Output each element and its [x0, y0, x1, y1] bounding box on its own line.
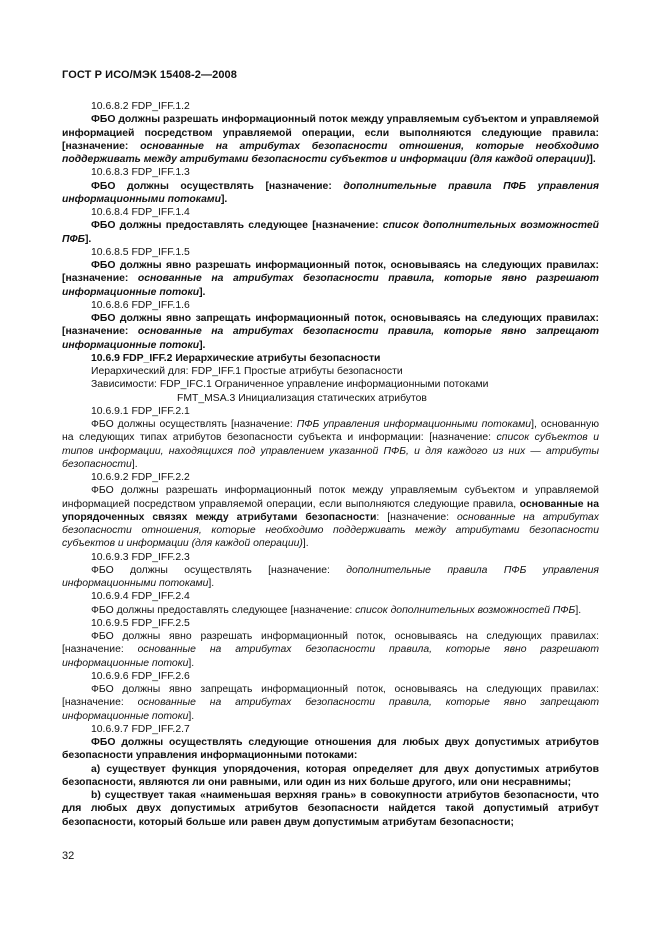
paragraph-text-run: ]. — [188, 657, 195, 669]
paragraph-text-run: ФБО должны осуществлять следующие отношения для любых двух допустимых атрибутов безопасности управления информационными потоками: — [62, 737, 599, 762]
paragraph — [62, 166, 599, 179]
paragraph-text-run: ФБО должны осуществлять [назначение: — [91, 419, 297, 430]
paragraph-text-run: ФБО должны явно разрешать информационный поток, основываясь на следующих правилах: [назначение: — [62, 631, 599, 656]
paragraph — [62, 736, 599, 763]
paragraph — [62, 418, 599, 471]
paragraph-text-run: основанные на атрибутах безопасности отношения, которые необходимо поддерживать между атрибутами безопасности субъектов и информации (для каждой операции) — [62, 140, 599, 165]
page-number: 32 — [62, 850, 75, 862]
paragraph-text-run: : [назначение: — [376, 511, 457, 523]
paragraph — [62, 378, 599, 391]
paragraph — [62, 763, 599, 790]
paragraph-text-run: ФБО должны разрешать информационный поток между управляемым субъектом и управляемой информацией посредством управляемой операции, если выполняются следующие правила: [назначение: — [62, 114, 599, 152]
paragraph-text-run: ]. — [302, 538, 309, 550]
paragraph-text-run: 10.6.9.7 FDP_IFF.2.7 — [91, 723, 190, 735]
paragraph-text-run: 10.6.9.1 FDP_IFF.2.1 — [91, 405, 190, 417]
document-header-standard-title: ГОСТ Р ИСО/МЭК 15408-2—2008 — [62, 69, 237, 81]
paragraph — [62, 113, 599, 166]
paragraph — [62, 365, 599, 378]
paragraph — [62, 471, 599, 484]
paragraph — [62, 299, 599, 312]
paragraph-text-run: 10.6.8.3 FDP_IFF.1.3 — [91, 167, 190, 179]
paragraph-text-run: 10.6.9.5 FDP_IFF.2.5 — [91, 617, 190, 629]
paragraph-text-run: 10.6.9.6 FDP_IFF.2.6 — [91, 670, 190, 682]
paragraph — [62, 180, 599, 207]
paragraph-text-run: ФБО должны осуществлять [назначение: — [91, 564, 347, 576]
paragraph-text-run: основанные на упорядоченных связях между атрибутами безопасности — [62, 498, 599, 523]
paragraph — [62, 352, 599, 365]
paragraph — [62, 551, 599, 564]
paragraph — [62, 484, 599, 550]
paragraph-text-run: а) существует функция упорядочения, которая определяет для двух допустимых атрибутов безопасности, являются ли они равными, или один из них больше другого, или они несравнимы; — [62, 763, 599, 788]
paragraph-text-run: ]. — [220, 193, 228, 205]
paragraph — [62, 590, 599, 603]
paragraph-text-run: 10.6.9 FDP_IFF.2 Иерархические атрибуты безопасности — [91, 352, 381, 364]
paragraph — [62, 630, 599, 670]
paragraph — [62, 670, 599, 683]
paragraph-text-run: основанные на атрибутах безопасности правила, которые явно запрещают информационные потоки — [62, 697, 599, 722]
paragraph-text-run: ]. — [199, 286, 206, 298]
paragraph — [62, 604, 599, 617]
paragraph — [62, 405, 599, 418]
paragraph-text-run: 10.6.9.4 FDP_IFF.2.4 — [91, 591, 190, 603]
paragraph — [62, 206, 599, 219]
paragraph-text-run: ФБО должны разрешать информационный поток между управляемым субъектом и управляемой информацией посредством управляемой операции, если выполняются следующие правила, — [62, 485, 599, 510]
paragraph — [62, 789, 599, 829]
paragraph-text-run: ПФБ управления информационными потоками — [296, 419, 532, 430]
paragraph-text-run: ]. — [188, 710, 195, 722]
paragraph — [62, 683, 599, 723]
paragraph-text-run: ФБО должны осуществлять [назначение: — [91, 180, 344, 192]
paragraph-text-run: основанные на атрибутах безопасности правила, которые явно разрешают информационные потоки — [62, 273, 599, 298]
paragraph-text-run: дополнительные правила ПФБ управления информационными потоками — [62, 564, 599, 589]
paragraph-text-run: Иерархический для: FDP_IFF.1 Простые атрибуты безопасности — [91, 366, 403, 377]
paragraph-text-run: основанные на атрибутах безопасности правила, которые явно разрешают информационные потоки — [62, 644, 599, 669]
paragraph-text-run: список субъектов и типов информации, находящихся под управлением указанной ПФБ, и для каждого из них — атрибуты безопасности — [62, 432, 600, 470]
paragraph-text-run: основанные на атрибутах безопасности отношения, которые необходимо поддерживать между атрибутами безопасности субъектов и информации (для каждой операции) — [62, 511, 599, 550]
paragraph-text-run: Зависимости: FDP_IFC.1 Ограниченное управление информационными потоками — [91, 379, 489, 391]
paragraph — [62, 723, 599, 736]
paragraph-text-run: ]. — [208, 578, 215, 589]
paragraph-text-run: список дополнительных возможностей ПФБ — [62, 220, 600, 245]
paragraph — [62, 312, 599, 352]
paragraph-text-run: ]. — [199, 339, 206, 351]
paragraph-text-run: ], основанную на следующих типах атрибутов безопасности субъекта и информации: [назначение: — [62, 419, 599, 444]
paragraph-text-run: ФБО должны предоставлять следующее [назначение: — [91, 220, 383, 232]
paragraph-text-run: 10.6.8.2 FDP_IFF.1.2 — [91, 101, 190, 112]
paragraph-text-run: FMT_MSA.3 Инициализация статических атрибутов — [177, 392, 427, 404]
paragraph-text-run: дополнительные правила ПФБ управления информационными потоками — [62, 180, 599, 205]
paragraph — [62, 246, 599, 259]
paragraph-text-run: b) существует такая «наименьшая верхняя грань» в совокупности атрибутов безопасности, что для любых двух допустимых атрибутов безопасности найдется такой допустимый атрибут безопасности, который больше или равен двум допустимым атрибутам безопасности; — [62, 790, 599, 828]
paragraph — [62, 617, 599, 630]
paragraph-text-run: 10.6.9.2 FDP_IFF.2.2 — [91, 472, 190, 483]
paragraph-text-run: ФБО должны явно запрещать информационный поток, основываясь на следующих правилах: [назначение: — [62, 684, 599, 709]
paragraph — [62, 259, 599, 299]
paragraph-text-run: список дополнительных возможностей ПФБ — [355, 604, 576, 616]
paragraph-text-run: основанные на атрибутах безопасности правила, которые явно запрещают информационные потоки — [62, 326, 599, 351]
paragraph — [62, 392, 599, 405]
paragraph — [62, 564, 599, 591]
paragraph-text-run: ФБО должны явно запрещать информационный поток, основываясь на следующих правилах: [назначение: — [62, 313, 599, 338]
paragraph-text-run: ]. — [84, 233, 92, 245]
document-body — [62, 100, 599, 829]
paragraph — [62, 219, 599, 246]
paragraph-text-run: ]. — [575, 604, 582, 616]
paragraph-text-run: ]. — [589, 154, 596, 165]
paragraph-text-run: ]. — [131, 458, 138, 470]
paragraph-text-run: ФБО должны явно разрешать информационный поток, основываясь на следующих правилах: [назначение: — [62, 260, 599, 285]
paragraph-text-run: 10.6.8.4 FDP_IFF.1.4 — [91, 207, 190, 218]
paragraph — [62, 100, 599, 113]
paragraph-text-run: 10.6.9.3 FDP_IFF.2.3 — [91, 551, 190, 563]
paragraph-text-run: ФБО должны предоставлять следующее [назначение: — [91, 604, 356, 616]
paragraph-text-run: 10.6.8.6 FDP_IFF.1.6 — [91, 299, 190, 311]
paragraph-text-run: 10.6.8.5 FDP_IFF.1.5 — [91, 246, 190, 258]
